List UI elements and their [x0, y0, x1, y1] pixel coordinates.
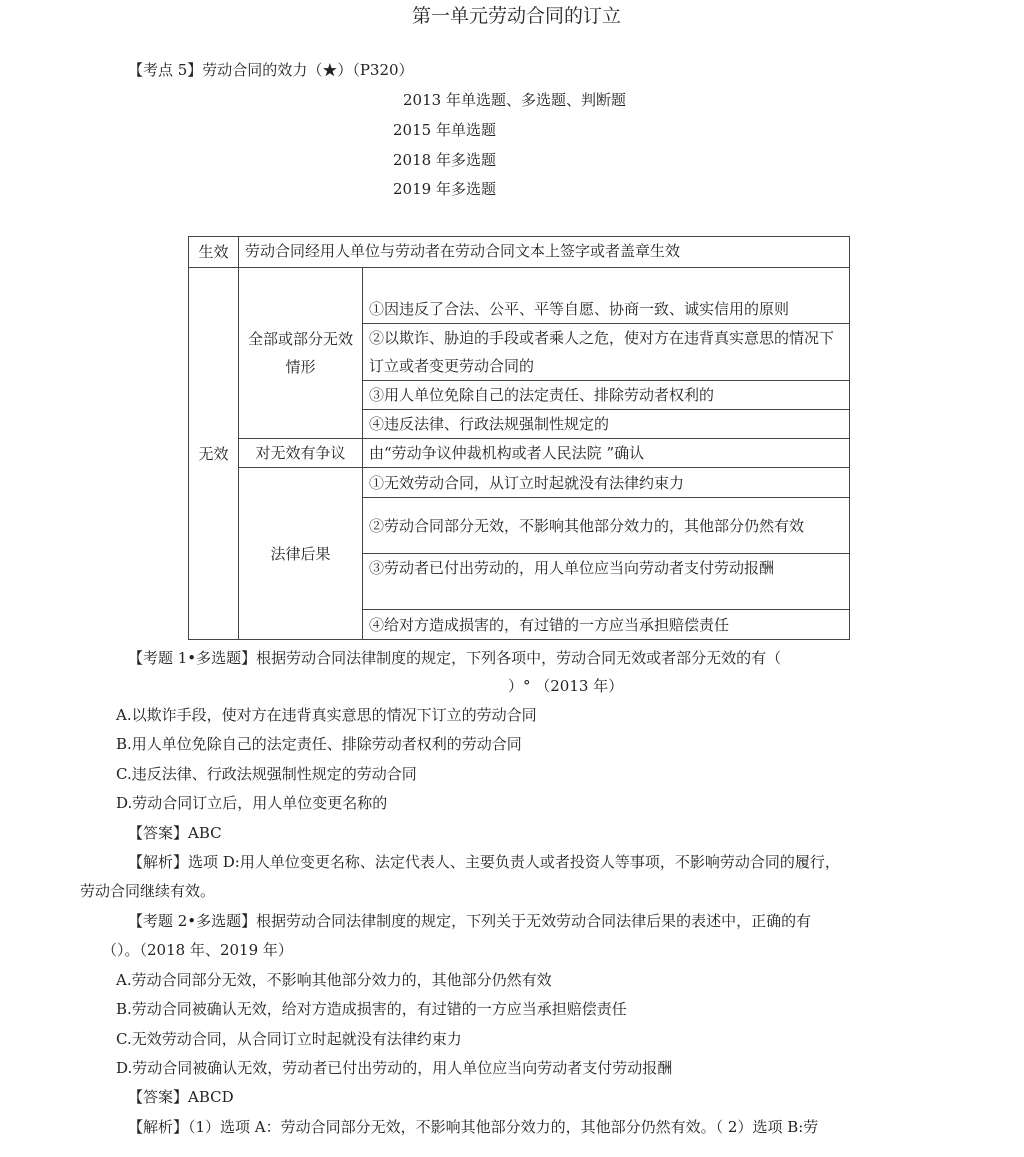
- q1-analysis: 【解析】选项 D:用人单位变更名称、法定代表人、主要负责人或者投资人等事项，不影响劳动合同的履行，: [128, 853, 840, 871]
- cell-shengxiao-desc: 劳动合同经用人单位与劳动者在劳动合同文本上签字或者盖章生效: [239, 237, 850, 268]
- cell-g2-text: 由“劳动争议仲裁机构或者人民法院 ”确认: [363, 439, 850, 468]
- page-title: 第一单元劳动合同的订立: [412, 5, 622, 27]
- cell-g2-label: 对无效有争议: [239, 439, 363, 468]
- q1-option-c: C.违反法律、行政法规强制性规定的劳动合同: [116, 765, 417, 783]
- cell-g1-label: 全部或部分无效情形: [239, 268, 363, 439]
- q1-stem: 【考题 1•多选题】根据劳动合同法律制度的规定，下列各项中，劳动合同无效或者部分无效的有（: [128, 649, 782, 667]
- q2-option-a: A.劳动合同部分无效，不影响其他部分效力的，其他部分仍然有效: [116, 971, 552, 989]
- cell-g3-item: ③劳动者已付出劳动的，用人单位应当向劳动者支付劳动报酬: [363, 554, 850, 610]
- cell-g1-item: ③用人单位免除自己的法定责任、排除劳动者权利的: [363, 381, 850, 410]
- q2-answer: 【答案】ABCD: [128, 1088, 234, 1106]
- cell-g3-label: 法律后果: [239, 468, 363, 640]
- cell-g1-item: ④违反法律、行政法规强制性规定的: [363, 410, 850, 439]
- year-line: 2015 年单选题: [393, 121, 496, 139]
- q2-analysis: 【解析】（1）选项 A：劳动合同部分无效，不影响其他部分效力的，其他部分仍然有效。（ 2）选项 B:劳: [128, 1118, 819, 1136]
- year-line: 2018 年多选题: [393, 151, 496, 169]
- q2-stem-cont: （）。（2018 年、2019 年）: [102, 941, 293, 959]
- q2-option-d: D.劳动合同被确认无效，劳动者已付出劳动的，用人单位应当向劳动者支付劳动报酬: [116, 1059, 673, 1077]
- q1-stem-cont: ）° （2013 年）: [508, 677, 624, 695]
- cell-g3-item: ④给对方造成损害的，有过错的一方应当承担赔偿责任: [363, 610, 850, 640]
- effect-table: [188, 236, 850, 640]
- cell-g1-item: ②以欺诈、胁迫的手段或者乘人之危，使对方在违背真实意思的情况下订立或者变更劳动合同的: [363, 324, 850, 381]
- kaodian-heading: 【考点 5】劳动合同的效力（★）（P320）: [128, 61, 414, 79]
- q1-option-d: D.劳动合同订立后，用人单位变更名称的: [116, 794, 388, 812]
- cell-g1-item: ①因违反了合法、公平、平等自愿、协商一致、诚实信用的原则: [363, 268, 850, 324]
- q2-stem: 【考题 2•多选题】根据劳动合同法律制度的规定，下列关于无效劳动合同法律后果的表述中，正确的有: [128, 912, 812, 930]
- cell-wuxiao: 无效: [189, 268, 239, 640]
- q1-option-a: A.以欺诈手段，使对方在违背真实意思的情况下订立的劳动合同: [116, 706, 537, 724]
- q2-option-b: B.劳动合同被确认无效，给对方造成损害的，有过错的一方应当承担赔偿责任: [116, 1000, 627, 1018]
- q1-option-b: B.用人单位免除自己的法定责任、排除劳动者权利的劳动合同: [116, 735, 522, 753]
- q1-analysis-cont: 劳动合同继续有效。: [80, 882, 216, 900]
- q2-option-c: C.无效劳动合同，从合同订立时起就没有法律约束力: [116, 1030, 462, 1048]
- cell-g3-item: ①无效劳动合同，从订立时起就没有法律约束力: [363, 468, 850, 498]
- q1-answer: 【答案】ABC: [128, 824, 222, 842]
- cell-g3-item: ②劳动合同部分无效，不影响其他部分效力的，其他部分仍然有效: [363, 498, 850, 554]
- year-line: 2013 年单选题、多选题、判断题: [403, 91, 626, 109]
- cell-shengxiao: 生效: [189, 237, 239, 268]
- year-line: 2019 年多选题: [393, 180, 496, 198]
